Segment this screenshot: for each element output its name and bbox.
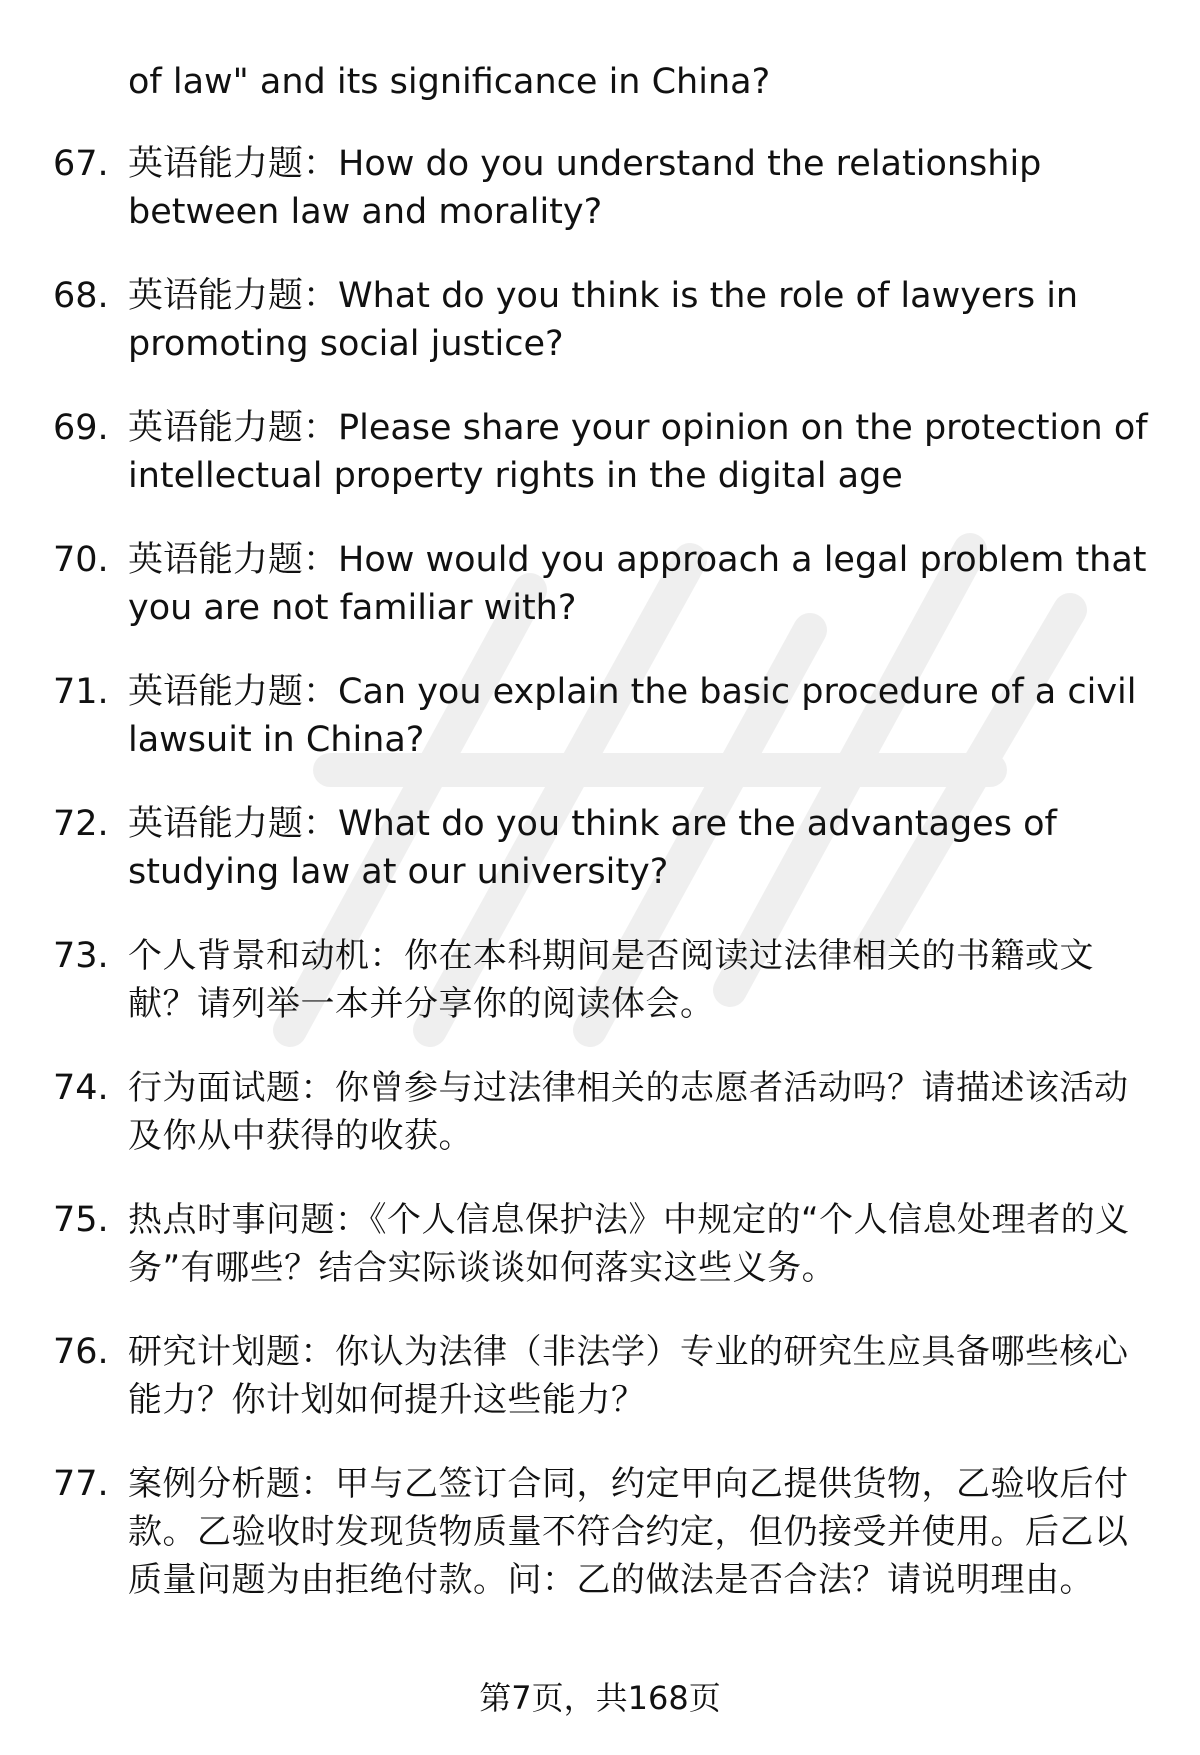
question-number: 72. bbox=[53, 804, 109, 844]
question-item bbox=[0, 800, 1200, 896]
question-text: 研究计划题：你认为法律（非法学）专业的研究生应具备哪些核心能力？你计划如何提升这些能力？ bbox=[128, 1332, 1129, 1420]
question-item bbox=[0, 404, 1200, 500]
question-number: 70. bbox=[53, 540, 109, 580]
question-number: 68. bbox=[53, 276, 109, 316]
question-text: 英语能力题：Please share your opinion on the protection of intellectual property rights in the digital age bbox=[128, 408, 1148, 496]
question-text: 热点时事问题：《个人信息保护法》中规定的“个人信息处理者的义务”有哪些？结合实际谈谈如何落实这些义务。 bbox=[128, 1200, 1130, 1288]
question-item bbox=[0, 536, 1200, 632]
page-number-footer: 第7页，共168页 bbox=[479, 1679, 721, 1717]
question-text: 行为面试题：你曾参与过法律相关的志愿者活动吗？请描述该活动及你从中获得的收获。 bbox=[128, 1068, 1129, 1156]
continued-question-text: of law" and its significance in China? bbox=[128, 62, 771, 102]
question-text: 英语能力题：What do you think are the advantages of studying law at our university? bbox=[128, 804, 1057, 892]
question-number: 67. bbox=[53, 144, 109, 184]
question-text: 英语能力题：What do you think is the role of lawyers in promoting social justice? bbox=[128, 276, 1079, 364]
question-number: 76. bbox=[53, 1332, 109, 1372]
question-number: 77. bbox=[53, 1464, 109, 1504]
question-list bbox=[0, 140, 1200, 1640]
question-item bbox=[0, 140, 1200, 236]
question-item bbox=[0, 1196, 1200, 1292]
question-number: 69. bbox=[53, 408, 109, 448]
question-item bbox=[0, 1328, 1200, 1424]
question-item bbox=[0, 932, 1200, 1028]
question-item bbox=[0, 272, 1200, 368]
question-text: 英语能力题：How would you approach a legal problem that you are not familiar with? bbox=[128, 540, 1147, 628]
question-number: 73. bbox=[53, 936, 109, 976]
question-item bbox=[0, 1064, 1200, 1160]
question-number: 75. bbox=[53, 1200, 109, 1240]
question-text: 案例分析题：甲与乙签订合同，约定甲向乙提供货物，乙验收后付款。乙验收时发现货物质量不符合约定，但仍接受并使用。后乙以质量问题为由拒绝付款。问：乙的做法是否合法？请说明理由。 bbox=[128, 1464, 1129, 1600]
question-number: 74. bbox=[53, 1068, 109, 1108]
question-item bbox=[0, 668, 1200, 764]
question-text: 个人背景和动机：你在本科期间是否阅读过法律相关的书籍或文献？请列举一本并分享你的阅读体会。 bbox=[128, 936, 1094, 1024]
question-item bbox=[0, 1460, 1200, 1604]
question-number: 71. bbox=[53, 672, 109, 712]
question-text: 英语能力题：How do you understand the relationship between law and morality? bbox=[128, 144, 1042, 232]
question-text: 英语能力题：Can you explain the basic procedure of a civil lawsuit in China? bbox=[128, 672, 1137, 760]
